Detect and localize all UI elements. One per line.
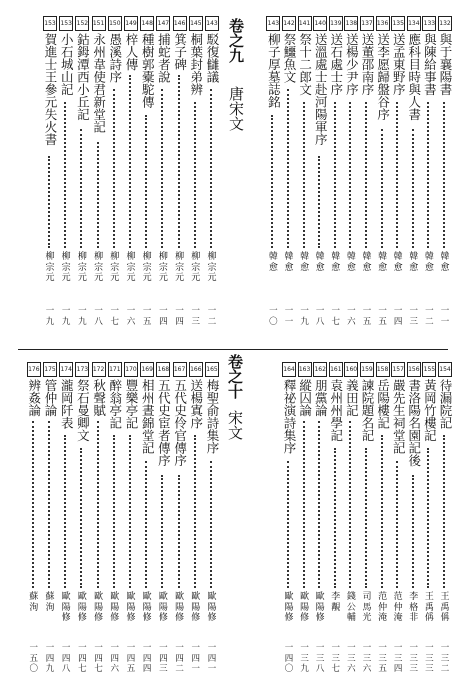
- entry-number-box: 148: [140, 16, 154, 31]
- entry-author: 柳 宗 元: [175, 252, 185, 283]
- entry-author: 韓 愈: [378, 252, 388, 273]
- entry-author: 柳 宗 元: [61, 252, 71, 283]
- toc-entry: [173, 0, 187, 700]
- entry-title: 管仲論: [43, 379, 58, 417]
- entry-number-box: 150: [108, 16, 122, 31]
- entry-author: 歐 陽 修: [158, 592, 168, 623]
- entry-title: 朋黨論: [313, 379, 329, 417]
- entry-title: 黃岡竹樓記: [422, 379, 438, 442]
- entry-page-number: 一 二: [425, 306, 434, 327]
- entry-author: 李 覯: [331, 592, 341, 613]
- entry-author: 韓 愈: [362, 252, 372, 273]
- entry-page-number: 一 五: [362, 306, 372, 327]
- toc-entry: [140, 0, 154, 700]
- entry-title: 縱囚論: [297, 379, 313, 417]
- toc-entry: [360, 0, 374, 700]
- toc-entry: [282, 0, 296, 700]
- entry-author: 韓 愈: [331, 252, 341, 273]
- toc-entry: [422, 0, 436, 700]
- entry-title: 應科目時與人書: [406, 33, 422, 121]
- entry-number-box: 166: [189, 362, 203, 377]
- entry-author: 韓 愈: [346, 252, 356, 273]
- toc-entry: [298, 0, 312, 700]
- volume-9-heading: 卷之九: [227, 18, 245, 63]
- entry-number-box: 146: [173, 16, 187, 31]
- toc-entry: [92, 0, 106, 700]
- entry-title: 永州韋使君新堂記: [91, 33, 107, 133]
- leader-dots: [145, 461, 147, 588]
- volume-9-dynasty: 唐宋文: [227, 86, 245, 131]
- entry-author: 范 仲 淹: [378, 592, 388, 623]
- entry-title: 賀進士王參元失火書: [43, 33, 58, 146]
- entry-page-number: 一 四 一: [191, 643, 201, 674]
- entry-author: 王 禹 偁: [424, 592, 434, 623]
- entry-number-box: 140: [313, 16, 327, 31]
- toc-entry: [313, 0, 327, 700]
- entry-title: 與陳給事書: [422, 33, 438, 96]
- entry-author: 歐 陽 修: [77, 592, 87, 623]
- entry-page-number: 一 四 二: [175, 643, 184, 674]
- entry-author: 韓 愈: [440, 252, 450, 273]
- entry-title: 與于襄陽書: [438, 33, 453, 96]
- leader-dots: [64, 435, 66, 588]
- toc-entry: [391, 0, 405, 700]
- entry-page-number: 一 三 九: [300, 643, 309, 674]
- entry-author: 韓 愈: [284, 252, 294, 273]
- entry-author: 歐 陽 修: [175, 592, 185, 623]
- entry-title: 諫院題名記: [360, 379, 375, 442]
- toc-entry: [27, 0, 41, 700]
- entry-title: 祭十二郎文: [297, 33, 313, 96]
- entry-number-box: 160: [344, 362, 358, 377]
- toc-entry: [156, 0, 170, 700]
- entry-page-number: 一 四: [175, 306, 184, 327]
- entry-author: 韓 愈: [300, 252, 310, 273]
- entry-title: 相州晝錦堂記: [140, 379, 156, 454]
- entry-number-box: 154: [438, 362, 452, 377]
- entry-title: 嚴先生祠堂記: [391, 379, 407, 454]
- entry-title: 駁復讎議: [205, 33, 220, 83]
- entry-page-number: 一 四 六: [110, 643, 120, 674]
- entry-page-number: 一 六: [347, 306, 356, 327]
- entry-page-number: 一 四 五: [126, 643, 136, 674]
- entry-author: 歐 陽 修: [315, 592, 325, 623]
- entry-number-box: 141: [298, 16, 312, 31]
- entry-title: 岳陽樓記: [375, 379, 391, 429]
- entry-page-number: 一 四 九: [45, 643, 55, 674]
- entry-author: 歐 陽 修: [300, 592, 310, 623]
- entry-number-box: 134: [407, 16, 421, 31]
- entry-title: 豐樂亭記: [124, 379, 139, 429]
- entry-title: 五代史宦者傳序: [156, 379, 172, 467]
- entry-page-number: 一 九: [45, 306, 55, 327]
- entry-author: 柳 宗 元: [77, 252, 87, 283]
- entry-number-box: 142: [282, 16, 296, 31]
- entry-page-number: 一 四: [159, 306, 168, 327]
- entry-title: 送李愿歸盤谷序: [375, 33, 391, 121]
- entry-number-box: 170: [124, 362, 138, 377]
- entry-author: 司 馬 光: [362, 592, 372, 623]
- entry-title: 祭石曼卿文: [75, 379, 91, 442]
- volume-10-dynasty: 宋文: [226, 410, 244, 440]
- entry-author: 韓 愈: [393, 252, 403, 273]
- leader-dots: [80, 448, 82, 588]
- toc-entry: [75, 0, 89, 700]
- entry-number-box: 137: [360, 16, 374, 31]
- leader-dots: [271, 115, 273, 248]
- entry-number-box: 159: [360, 362, 374, 377]
- entry-page-number: 一 三 六: [362, 643, 372, 674]
- leader-dots: [287, 461, 289, 588]
- entry-title: 鈷鉧潭西小丘記: [75, 33, 91, 121]
- entry-title: 梅聖俞詩集序: [205, 379, 220, 454]
- entry-page-number: 一 一: [284, 306, 294, 327]
- entry-number-box: 147: [156, 16, 170, 31]
- entry-author: 柳 宗 元: [45, 252, 55, 283]
- entry-number-box: 155: [422, 362, 436, 377]
- entry-title: 秋聲賦: [91, 379, 107, 417]
- entry-page-number: 一 〇: [269, 306, 278, 327]
- leader-dots: [97, 421, 99, 588]
- entry-author: 柳 宗 元: [158, 252, 168, 283]
- entry-number-box: 168: [156, 362, 170, 377]
- entry-title: 釋祕演詩集序: [282, 379, 297, 454]
- entry-page-number: 一 六: [126, 306, 136, 327]
- entry-page-number: 一 五 〇: [29, 643, 39, 674]
- toc-entry: [108, 0, 122, 700]
- entry-author: 歐 陽 修: [284, 592, 294, 623]
- leader-dots: [161, 475, 163, 588]
- entry-page-number: 一 三 三: [425, 643, 434, 674]
- leader-dots: [334, 448, 336, 588]
- entry-page-number: 一 三 二: [440, 643, 450, 674]
- entry-title: 送孟東野序: [391, 33, 407, 96]
- entry-author: 錢 公 輔: [346, 592, 356, 623]
- entry-number-box: 172: [92, 362, 106, 377]
- entry-title: 待漏院記: [438, 379, 453, 429]
- entry-title: 袁州州學記: [328, 379, 344, 442]
- entry-author: 歐 陽 修: [94, 592, 104, 623]
- leader-dots: [210, 461, 212, 588]
- entry-page-number: 一 三 七: [331, 643, 341, 674]
- entry-author: 韓 愈: [409, 252, 419, 273]
- entry-page-number: 一 三 八: [315, 643, 325, 674]
- entry-page-number: 一 七: [110, 306, 120, 327]
- entry-page-number: 一 五: [142, 306, 152, 327]
- toc-entry: [43, 0, 57, 700]
- entry-page-number: 一 一: [440, 306, 450, 327]
- entry-page-number: 一 四 七: [94, 643, 103, 674]
- leader-dots: [129, 435, 131, 588]
- entry-author: 韓 愈: [268, 252, 278, 273]
- entry-page-number: 一 四 〇: [284, 643, 294, 674]
- entry-page-number: 一 九: [61, 306, 71, 327]
- entry-page-number: 一 四 四: [142, 643, 152, 674]
- entry-title: 書洛陽名園記後: [406, 379, 422, 467]
- volume-10-heading: 卷之十: [226, 354, 244, 399]
- toc-entry: [344, 0, 358, 700]
- entry-number-box: 163: [298, 362, 312, 377]
- entry-number-box: 153: [59, 16, 73, 31]
- toc-entry: [189, 0, 203, 700]
- entry-page-number: 一 三 五: [378, 643, 387, 674]
- toc-entry: [438, 0, 452, 700]
- toc-entry: [329, 0, 343, 700]
- entry-title: 醉翁亭記: [107, 379, 123, 429]
- entry-page-number: 一 八: [315, 306, 325, 327]
- entry-page-number: 一 三: [409, 306, 419, 327]
- entry-author: 柳 宗 元: [94, 252, 104, 283]
- entry-number-box: 136: [376, 16, 390, 31]
- entry-page-number: 一 四 一: [207, 643, 217, 674]
- entry-title: 送楊少尹序: [344, 33, 360, 96]
- leader-dots: [381, 435, 383, 588]
- entry-author: 柳 宗 元: [191, 252, 201, 283]
- entry-page-number: 一 四 三: [159, 643, 168, 674]
- entry-title: 捕蛇者說: [156, 33, 172, 83]
- entry-number-box: 143: [205, 16, 219, 31]
- entry-number-box: 162: [313, 362, 327, 377]
- entry-number-box: 145: [189, 16, 203, 31]
- entry-author: 柳 宗 元: [110, 252, 120, 283]
- leader-dots: [427, 448, 429, 588]
- entry-number-box: 153: [43, 16, 57, 31]
- entry-title: 祭鱷魚文: [282, 33, 297, 83]
- entry-title: 送石處士序: [328, 33, 344, 96]
- toc-entry: [407, 0, 421, 700]
- entry-author: 韓 愈: [315, 252, 325, 273]
- entry-number-box: 176: [27, 362, 41, 377]
- entry-page-number: 一 三: [191, 306, 201, 327]
- toc-entry: [376, 0, 390, 700]
- entry-number-box: 165: [205, 362, 219, 377]
- leader-dots: [194, 435, 196, 588]
- entry-title: 小石城山記: [59, 33, 75, 96]
- entry-page-number: 一 九: [78, 306, 87, 327]
- entry-author: 蘇 洵: [45, 592, 55, 613]
- entry-page-number: 一 四 八: [61, 643, 71, 674]
- entry-author: 李 格 非: [409, 592, 419, 623]
- entry-author: 王 禹 偁: [440, 592, 450, 623]
- entry-author: 韓 愈: [424, 252, 434, 273]
- entry-page-number: 一 四 七: [78, 643, 87, 674]
- leader-dots: [113, 435, 115, 588]
- leader-dots: [178, 475, 180, 588]
- entry-number-box: 174: [59, 362, 73, 377]
- entry-number-box: 132: [438, 16, 452, 31]
- entry-page-number: 一 三 六: [347, 643, 356, 674]
- entry-author: 柳 宗 元: [207, 252, 217, 283]
- toc-entry: [59, 0, 73, 700]
- entry-author: 柳 宗 元: [126, 252, 136, 283]
- entry-title: 辨姦論: [26, 379, 42, 417]
- entry-page-number: 一 三 四: [393, 643, 403, 674]
- entry-number-box: 173: [75, 362, 89, 377]
- entry-number-box: 143: [266, 16, 280, 31]
- entry-author: 柳 宗 元: [142, 252, 152, 283]
- entry-number-box: 158: [376, 362, 390, 377]
- entry-number-box: 164: [282, 362, 296, 377]
- entry-page-number: 一 四: [393, 306, 403, 327]
- entry-author: 歐 陽 修: [207, 592, 217, 623]
- entry-author: 歐 陽 修: [110, 592, 120, 623]
- entry-title: 梓人傳: [124, 33, 139, 71]
- leader-dots: [396, 461, 398, 588]
- toc-entry: [205, 0, 219, 700]
- entry-title: 送董邵南序: [360, 33, 375, 96]
- entry-number-box: 152: [75, 16, 89, 31]
- leader-dots: [412, 475, 414, 588]
- entry-title: 愚溪詩序: [107, 33, 123, 83]
- entry-page-number: 一 七: [331, 306, 341, 327]
- entry-number-box: 161: [329, 362, 343, 377]
- leader-dots: [32, 421, 34, 588]
- leader-dots: [48, 421, 50, 588]
- entry-title: 箕子碑: [172, 33, 188, 71]
- entry-title: 瀧岡阡表: [59, 379, 75, 429]
- entry-number-box: 175: [43, 362, 57, 377]
- entry-title: 義田記: [344, 379, 360, 417]
- entry-author: 蘇 洵: [29, 592, 39, 613]
- leader-dots: [443, 435, 445, 588]
- entry-number-box: 135: [391, 16, 405, 31]
- entry-number-box: 149: [124, 16, 138, 31]
- entry-author: 歐 陽 修: [61, 592, 71, 623]
- entry-page-number: 一 三 三: [409, 643, 419, 674]
- entry-number-box: 167: [173, 362, 187, 377]
- toc-entry: [266, 0, 280, 700]
- entry-number-box: 138: [344, 16, 358, 31]
- entry-author: 歐 陽 修: [191, 592, 201, 623]
- leader-dots: [303, 421, 305, 588]
- entry-number-box: 171: [108, 362, 122, 377]
- entry-number-box: 151: [92, 16, 106, 31]
- entry-title: 種樹郭橐駝傳: [140, 33, 156, 108]
- leader-dots: [318, 421, 320, 588]
- leader-dots: [349, 421, 351, 588]
- entry-title: 送溫處士赴河陽軍序: [313, 33, 329, 146]
- entry-number-box: 139: [329, 16, 343, 31]
- entry-number-box: 156: [407, 362, 421, 377]
- entry-page-number: 一 八: [94, 306, 103, 327]
- entry-number-box: 169: [140, 362, 154, 377]
- entry-page-number: 一 二: [207, 306, 217, 327]
- entry-author: 歐 陽 修: [142, 592, 152, 623]
- entry-number-box: 157: [391, 362, 405, 377]
- entry-number-box: 133: [422, 16, 436, 31]
- entry-title: 送楊寘序: [188, 379, 204, 429]
- entry-author: 范 仲 淹: [393, 592, 403, 623]
- entry-title: 五代史伶官傳序: [172, 379, 188, 467]
- entry-page-number: 一 五: [378, 306, 387, 327]
- entry-title: 柳子厚墓誌銘: [266, 33, 282, 108]
- entry-title: 桐葉封弟辨: [188, 33, 204, 96]
- toc-entry: [124, 0, 138, 700]
- leader-dots: [365, 448, 367, 588]
- entry-page-number: 一 九: [300, 306, 309, 327]
- entry-author: 歐 陽 修: [126, 592, 136, 623]
